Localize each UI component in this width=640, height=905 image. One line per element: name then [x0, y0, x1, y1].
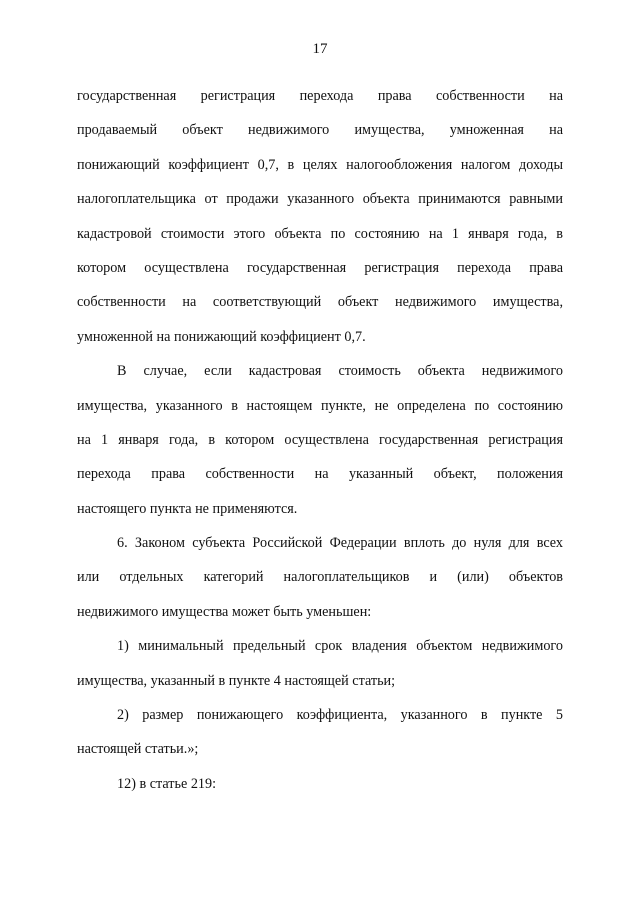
text-line: котором осуществлена государственная регистрация перехода права	[77, 259, 563, 276]
text-line: государственная регистрация перехода права собственности на	[77, 88, 563, 104]
text-line: 6. Законом субъекта Российской Федерации вплоть до нуля для всех	[117, 535, 563, 552]
paragraph-cadastral-value	[77, 354, 563, 526]
text-line: налогоплательщика от продажи указанного объекта принимаются равными	[77, 191, 563, 208]
text-line: настоящей статьи.»;	[77, 741, 199, 758]
text-line: настоящего пункта не применяются.	[77, 500, 298, 517]
text-line: 2) размер понижающего коэффициента, указанного в пункте 5	[117, 707, 563, 724]
page-number: 17	[312, 41, 328, 57]
text-line: 12) в статье 219:	[117, 775, 217, 792]
paragraph-item-6	[77, 526, 563, 629]
text-line: В случае, если кадастровая стоимость объекта недвижимого	[117, 363, 563, 380]
text-line: имущества, указанный в пункте 4 настоящей статьи;	[77, 672, 396, 689]
text-line: собственности на соответствующий объект недвижимого имущества,	[77, 294, 563, 311]
text-line: на 1 января года, в котором осуществлена государственная регистрация	[77, 431, 563, 448]
text-line: понижающий коэффициент 0,7, в целях налогообложения налогом доходы	[77, 156, 563, 173]
text-line: кадастровой стоимости этого объекта по состоянию на 1 января года, в	[77, 225, 563, 242]
paragraph-item-12	[77, 767, 563, 801]
paragraph-continuation	[77, 79, 563, 354]
list-item-2	[77, 698, 563, 767]
text-line: продаваемый объект недвижимого имущества, умноженная на	[77, 122, 563, 139]
text-line: или отдельных категорий налогоплательщиков и (или) объектов	[77, 569, 563, 586]
document-body	[77, 79, 563, 801]
list-item-1	[77, 629, 563, 698]
text-line: 1) минимальный предельный срок владения объектом недвижимого	[117, 638, 563, 655]
text-line: перехода права собственности на указанный объект, положения	[77, 466, 563, 483]
text-line: имущества, указанного в настоящем пункте, не определена по состоянию	[77, 397, 563, 414]
text-line: умноженной на понижающий коэффициент 0,7.	[77, 328, 366, 345]
text-line: недвижимого имущества может быть уменьшен:	[77, 603, 372, 620]
